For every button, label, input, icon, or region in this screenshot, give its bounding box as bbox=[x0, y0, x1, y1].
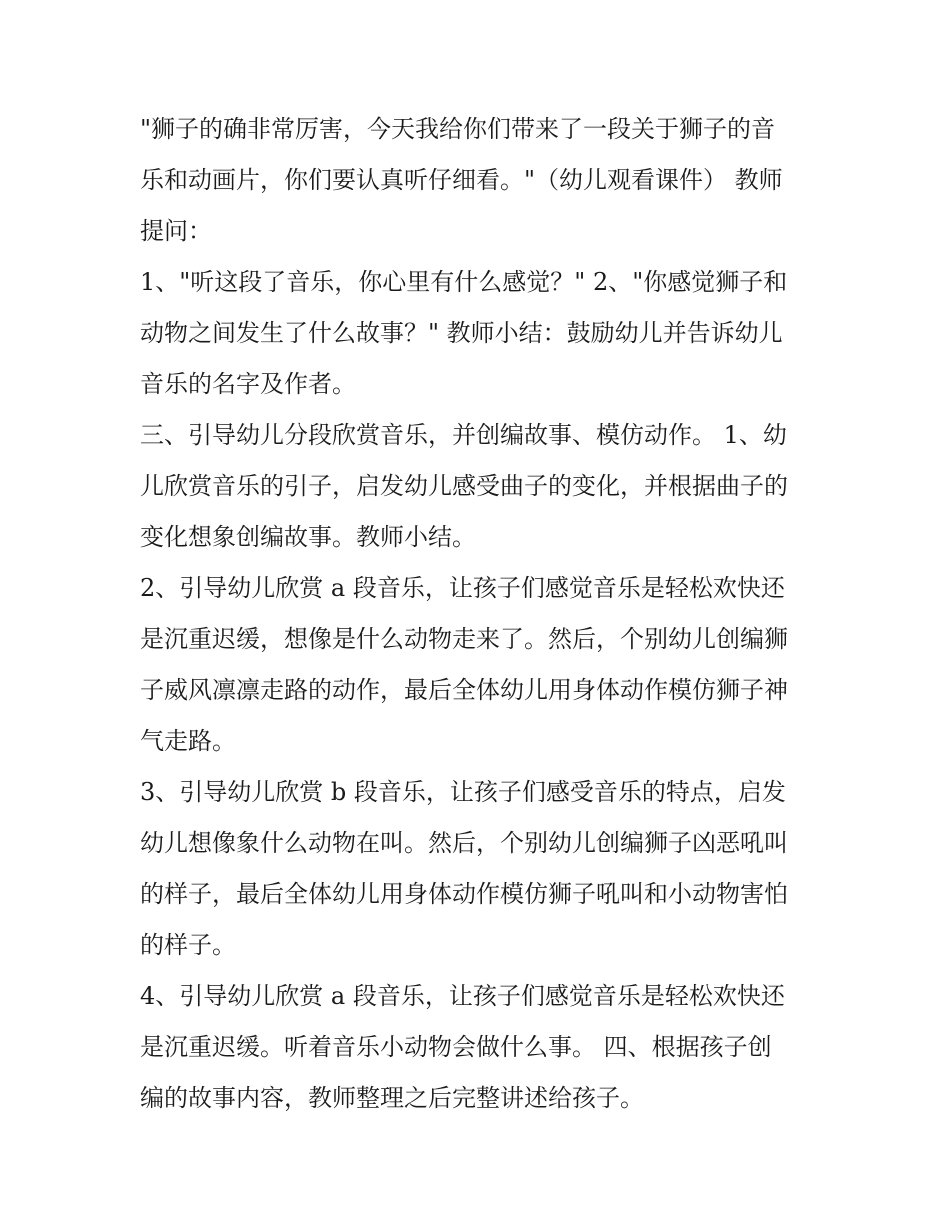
text-line: 的样子，最后全体幼儿用身体动作模仿狮子吼叫和小动物害怕 bbox=[140, 880, 788, 908]
text-line: 幼儿想像象什么动物在叫。然后，个别幼儿创编狮子凶恶吼叫 bbox=[140, 829, 788, 857]
text-line: 的样子。 bbox=[140, 931, 236, 959]
text-line: 三、引导幼儿分段欣赏音乐，并创编故事、模仿动作。 1、幼 bbox=[140, 421, 787, 449]
text-line: 1、"听这段了音乐，你心里有什么感觉？" 2、"你感觉狮子和 bbox=[140, 268, 788, 296]
text-line: 子威风凛凛走路的动作，最后全体幼儿用身体动作模仿狮子神 bbox=[140, 676, 788, 704]
text-line: 是沉重迟缓，想像是什么动物走来了。然后，个别幼儿创编狮 bbox=[140, 625, 788, 653]
paragraph-lion-intro bbox=[140, 104, 812, 257]
paragraph-step-four bbox=[140, 971, 812, 1124]
text-line: 乐和动画片，你们要认真听仔细看。"（幼儿观看课件） 教师 bbox=[140, 166, 783, 194]
text-line: 提问： bbox=[140, 217, 212, 245]
text-line: 气走路。 bbox=[140, 727, 236, 755]
text-line: 编的故事内容，教师整理之后完整讲述给孩子。 bbox=[140, 1084, 644, 1112]
text-line: 儿欣赏音乐的引子，启发幼儿感受曲子的变化，并根据曲子的 bbox=[140, 472, 788, 500]
text-line: 4、引导幼儿欣赏 a 段音乐，让孩子们感觉音乐是轻松欢快还 bbox=[140, 982, 785, 1010]
text-line: 动物之间发生了什么故事？" 教师小结：鼓励幼儿并告诉幼儿 bbox=[140, 319, 783, 347]
text-line: 变化想象创编故事。教师小结。 bbox=[140, 523, 476, 551]
text-line: 是沉重迟缓。听着音乐小动物会做什么事。 四、根据孩子创 bbox=[140, 1033, 772, 1061]
paragraph-teacher-questions bbox=[140, 257, 812, 410]
text-line: 2、引导幼儿欣赏 a 段音乐，让孩子们感觉音乐是轻松欢快还 bbox=[140, 574, 785, 602]
text-line: 音乐的名字及作者。 bbox=[140, 370, 356, 398]
paragraph-step-three bbox=[140, 767, 812, 971]
paragraph-section-three bbox=[140, 410, 812, 563]
paragraph-step-two bbox=[140, 563, 812, 767]
text-line: "狮子的确非常厉害，今天我给你们带来了一段关于狮子的音 bbox=[140, 115, 776, 143]
document-body bbox=[140, 104, 812, 1124]
text-line: 3、引导幼儿欣赏 b 段音乐，让孩子们感受音乐的特点，启发 bbox=[140, 778, 786, 806]
